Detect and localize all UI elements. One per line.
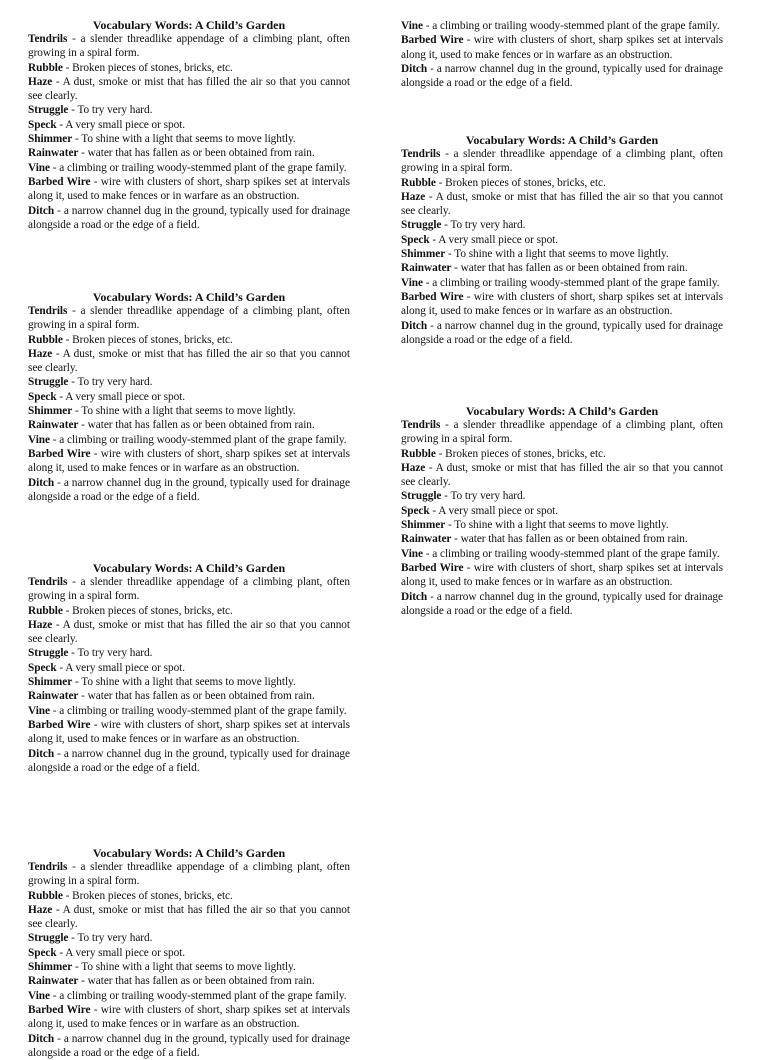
entry-separator: - (445, 248, 455, 261)
entry-separator: - (422, 20, 433, 32)
entry-definition: Broken pieces of stones, bricks, etc. (72, 333, 233, 346)
entry-term: Rainwater (28, 419, 79, 432)
entry-definition: A dust, smoke or mist that has filled the air so that you cannot see clearly. (401, 190, 723, 218)
entry-term: Haze (28, 75, 53, 88)
entry-term: Haze (28, 903, 53, 916)
entry-term: Speck (28, 390, 57, 403)
block-title: Vocabulary Words: A Child’s Garden (92, 561, 286, 575)
entry-definition: To try very hard. (77, 932, 153, 945)
entry-separator: - (451, 262, 461, 275)
entry-separator: - (435, 447, 446, 460)
vocabulary-entry (401, 276, 723, 290)
block-title: Vocabulary Words: A Child’s Garden (92, 18, 286, 32)
block-title: Vocabulary Words: A Child’s Garden (465, 404, 659, 418)
block-title: Vocabulary Words: A Child’s Garden (465, 133, 659, 147)
vocabulary-entry (401, 147, 723, 176)
entry-definition: a slender threadlike appendage of a climbing plant, often growing in a spiral form. (28, 305, 350, 332)
vocabulary-entry (401, 561, 723, 590)
entry-separator: - (68, 104, 78, 117)
entry-definition: a climbing or trailing woody-stemmed plant of the grape family. (432, 276, 720, 289)
entry-definition: a narrow channel dug in the ground, typically used for drainage alongside a road or the edge of a field. (401, 590, 723, 617)
vocabulary-entry (28, 375, 350, 389)
entry-term: Tendrils (401, 148, 441, 160)
entry-definition: wire with clusters of short, sharp spikes set at intervals along it, used to make fences or in warfare as an obstruction. (28, 447, 350, 475)
entry-separator: - (67, 305, 81, 317)
entry-definition: a slender threadlike appendage of a climbing plant, often growing in a spiral form. (401, 148, 723, 175)
entry-term: Shimmer (28, 133, 73, 146)
entry-definition: water that has fallen as or been obtained from rain. (460, 262, 688, 275)
entry-separator: - (78, 419, 88, 432)
vocabulary-entry (28, 689, 350, 703)
vocabulary-entry (401, 532, 723, 546)
vocabulary-entry (28, 575, 350, 604)
entry-term: Ditch (401, 590, 428, 603)
vocabulary-entry (28, 860, 350, 889)
entry-term: Vine (401, 547, 423, 560)
entry-separator: - (440, 148, 454, 160)
entry-separator: - (67, 576, 81, 588)
entry-definition: a slender threadlike appendage of a climbing plant, often growing in a spiral form. (28, 576, 350, 603)
entry-definition: To try very hard. (77, 376, 153, 389)
vocabulary-entry (28, 75, 350, 104)
entry-term: Shimmer (28, 405, 73, 418)
entry-separator: - (90, 1003, 101, 1016)
entry-separator: - (52, 903, 63, 916)
entry-term: Barbed Wire (28, 1003, 91, 1016)
entry-term: Tendrils (401, 419, 441, 431)
entry-separator: - (422, 547, 433, 560)
entry-separator: - (54, 476, 64, 489)
entry-term: Ditch (401, 62, 428, 75)
entry-definition: a slender threadlike appendage of a climbing plant, often growing in a spiral form. (28, 861, 350, 888)
entry-separator: - (78, 147, 88, 160)
vocabulary-entry (28, 946, 350, 960)
entry-definition: water that has fallen as or been obtained from rain. (87, 690, 315, 703)
vocabulary-entry (401, 190, 723, 219)
entry-term: Speck (28, 661, 57, 674)
entry-separator: - (49, 989, 60, 1002)
entry-term: Vine (28, 704, 50, 717)
entry-definition: water that has fallen as or been obtained from rain. (87, 975, 315, 988)
vocabulary-entry (28, 103, 350, 117)
entry-definition: A dust, smoke or mist that has filled the air so that you cannot see clearly. (28, 75, 350, 103)
entry-separator: - (90, 447, 101, 460)
entry-term: Speck (28, 118, 57, 131)
vocabulary-entry (28, 661, 350, 675)
vocabulary-entry (401, 590, 723, 619)
entry-separator: - (52, 347, 63, 360)
entry-term: Struggle (28, 104, 69, 117)
entry-definition: a climbing or trailing woody-stemmed plant of the grape family. (59, 704, 347, 717)
entry-definition: water that has fallen as or been obtained from rain. (460, 533, 688, 546)
entry-term: Barbed Wire (28, 175, 91, 188)
entry-definition: To shine with a light that seems to move lightly. (81, 405, 296, 418)
entry-definition: wire with clusters of short, sharp spikes set at intervals along it, used to make fences or in warfare as an obstruction. (401, 561, 723, 589)
entry-term: Barbed Wire (28, 718, 91, 731)
vocabulary-entry (28, 618, 350, 647)
entry-definition: Broken pieces of stones, bricks, etc. (445, 447, 606, 460)
vocabulary-entry (28, 704, 350, 718)
entry-term: Barbed Wire (401, 290, 464, 303)
entry-separator: - (62, 333, 73, 346)
entry-definition: a narrow channel dug in the ground, typically used for drainage alongside a road or the edge of a field. (28, 476, 350, 503)
entry-separator: - (427, 62, 437, 75)
vocabulary-entry (28, 304, 350, 333)
vocabulary-entry (28, 175, 350, 204)
vocabulary-entry (401, 247, 723, 261)
vocabulary-entry (28, 675, 350, 689)
entry-term: Rubble (28, 61, 63, 74)
vocabulary-entry (28, 146, 350, 160)
entry-definition: wire with clusters of short, sharp spikes set at intervals along it, used to make fences or in warfare as an obstruction. (401, 290, 723, 318)
vocabulary-entry (28, 132, 350, 146)
vocabulary-entry (28, 931, 350, 945)
entry-term: Tendrils (28, 861, 68, 873)
vocabulary-entry (28, 903, 350, 932)
entry-term: Speck (401, 504, 430, 517)
entry-definition: A very small piece or spot. (65, 661, 186, 674)
vocabulary-entry (28, 433, 350, 447)
entry-separator: - (68, 932, 78, 945)
entry-separator: - (425, 461, 436, 474)
vocabulary-entry (401, 547, 723, 561)
vocabulary-entry (28, 447, 350, 476)
entry-term: Speck (28, 946, 57, 959)
block-title: Vocabulary Words: A Child’s Garden (92, 846, 286, 860)
entry-term: Haze (28, 347, 53, 360)
entry-separator: - (56, 946, 66, 959)
entry-definition: A dust, smoke or mist that has filled the air so that you cannot see clearly. (401, 461, 723, 489)
entry-term: Rubble (28, 333, 63, 346)
vocabulary-entry (28, 204, 350, 233)
block-title: Vocabulary Words: A Child’s Garden (92, 290, 286, 304)
entry-separator: - (429, 233, 439, 246)
entry-separator: - (72, 133, 82, 146)
entry-definition: A very small piece or spot. (438, 233, 559, 246)
entry-definition: To shine with a light that seems to move lightly. (454, 519, 669, 532)
entry-definition: water that has fallen as or been obtained from rain. (87, 147, 315, 160)
vocabulary-entry (401, 62, 723, 91)
entry-definition: A very small piece or spot. (65, 390, 186, 403)
vocabulary-entry (28, 1032, 350, 1060)
vocabulary-entry (28, 418, 350, 432)
entry-term: Tendrils (28, 33, 68, 45)
entry-term: Rainwater (28, 975, 79, 988)
vocabulary-entry (28, 1003, 350, 1032)
vocabulary-entry (28, 646, 350, 660)
entry-separator: - (429, 504, 439, 517)
vocabulary-entry (401, 290, 723, 319)
vocabulary-block (401, 19, 723, 90)
entry-term: Ditch (401, 319, 428, 332)
entry-term: Shimmer (401, 248, 446, 261)
entry-definition: A very small piece or spot. (65, 946, 186, 959)
entry-separator: - (72, 961, 82, 974)
vocabulary-block (28, 18, 350, 232)
entry-term: Struggle (28, 376, 69, 389)
vocabulary-entry (28, 718, 350, 747)
entry-term: Shimmer (28, 676, 73, 689)
vocabulary-block (28, 290, 350, 504)
entry-term: Struggle (28, 932, 69, 945)
entry-definition: Broken pieces of stones, bricks, etc. (72, 889, 233, 902)
entry-separator: - (68, 376, 78, 389)
entry-term: Barbed Wire (401, 561, 464, 574)
entry-term: Ditch (28, 1032, 55, 1045)
entry-definition: a narrow channel dug in the ground, typically used for drainage alongside a road or the edge of a field. (28, 204, 350, 231)
entry-term: Shimmer (28, 961, 73, 974)
entry-term: Ditch (28, 476, 55, 489)
entry-definition: wire with clusters of short, sharp spikes set at intervals along it, used to make fences or in warfare as an obstruction. (28, 1003, 350, 1031)
vocabulary-entry (401, 233, 723, 247)
vocabulary-entry (401, 176, 723, 190)
entry-separator: - (62, 61, 73, 74)
entry-separator: - (52, 618, 63, 631)
entry-term: Ditch (28, 747, 55, 760)
entry-term: Barbed Wire (28, 447, 91, 460)
entry-separator: - (422, 276, 433, 289)
entry-definition: a climbing or trailing woody-stemmed plant of the grape family. (432, 20, 720, 32)
vocabulary-entry (28, 476, 350, 505)
entry-definition: Broken pieces of stones, bricks, etc. (72, 604, 233, 617)
entry-definition: A dust, smoke or mist that has filled the air so that you cannot see clearly. (28, 903, 350, 931)
vocabulary-entry (401, 518, 723, 532)
entry-definition: To shine with a light that seems to move lightly. (454, 248, 669, 261)
entry-separator: - (90, 175, 101, 188)
entry-term: Vine (28, 161, 50, 174)
entry-separator: - (54, 204, 64, 217)
vocabulary-block (401, 404, 723, 618)
entry-separator: - (62, 604, 73, 617)
entry-definition: a slender threadlike appendage of a climbing plant, often growing in a spiral form. (401, 419, 723, 446)
entry-separator: - (67, 33, 81, 45)
entry-definition: To try very hard. (450, 219, 526, 232)
entry-definition: a narrow channel dug in the ground, typically used for drainage alongside a road or the edge of a field. (28, 1032, 350, 1059)
vocabulary-entry (401, 261, 723, 275)
vocabulary-entry (401, 489, 723, 503)
entry-definition: a narrow channel dug in the ground, typically used for drainage alongside a road or the edge of a field. (401, 62, 723, 90)
entry-definition: a climbing or trailing woody-stemmed plant of the grape family. (432, 547, 720, 560)
entry-separator: - (62, 889, 73, 902)
vocabulary-entry (28, 747, 350, 776)
vocabulary-entry (28, 404, 350, 418)
entry-definition: A very small piece or spot. (438, 504, 559, 517)
entry-definition: A dust, smoke or mist that has filled the air so that you cannot see clearly. (28, 347, 350, 375)
entry-definition: wire with clusters of short, sharp spikes set at intervals along it, used to make fences or in warfare as an obstruction. (28, 718, 350, 746)
entry-separator: - (441, 219, 451, 232)
entry-term: Barbed Wire (401, 34, 464, 47)
entry-term: Struggle (28, 647, 69, 660)
entry-definition: a climbing or trailing woody-stemmed plant of the grape family. (59, 989, 347, 1002)
entry-definition: wire with clusters of short, sharp spikes set at intervals along it, used to make fences or in warfare as an obstruction. (401, 34, 723, 61)
vocabulary-block (28, 846, 350, 1060)
entry-term: Vine (401, 276, 423, 289)
entry-separator: - (54, 1032, 64, 1045)
entry-term: Rubble (401, 447, 436, 460)
entry-separator: - (72, 405, 82, 418)
vocabulary-block (28, 561, 350, 775)
entry-separator: - (52, 75, 63, 88)
entry-separator: - (427, 319, 437, 332)
entry-separator: - (49, 161, 60, 174)
entry-term: Ditch (28, 204, 55, 217)
entry-term: Vine (401, 20, 423, 32)
entry-definition: a climbing or trailing woody-stemmed plant of the grape family. (59, 433, 347, 446)
vocabulary-entry (28, 32, 350, 61)
vocabulary-entry (401, 33, 723, 62)
entry-definition: To try very hard. (77, 104, 153, 117)
entry-definition: Broken pieces of stones, bricks, etc. (445, 176, 606, 189)
entry-term: Haze (28, 618, 53, 631)
entry-definition: wire with clusters of short, sharp spikes set at intervals along it, used to make fences or in warfare as an obstruction. (28, 175, 350, 203)
vocabulary-entry (28, 61, 350, 75)
entry-separator: - (425, 190, 436, 203)
entry-separator: - (440, 419, 454, 431)
entry-separator: - (463, 290, 474, 303)
entry-definition: Broken pieces of stones, bricks, etc. (72, 61, 233, 74)
entry-separator: - (90, 718, 101, 731)
vocabulary-entry (28, 974, 350, 988)
vocabulary-entry (28, 390, 350, 404)
vocabulary-entry (28, 347, 350, 376)
vocabulary-entry (28, 118, 350, 132)
entry-definition: a slender threadlike appendage of a climbing plant, often growing in a spiral form. (28, 33, 350, 60)
vocabulary-entry (401, 504, 723, 518)
entry-term: Tendrils (28, 576, 68, 588)
entry-definition: A dust, smoke or mist that has filled the air so that you cannot see clearly. (28, 618, 350, 646)
entry-term: Rubble (401, 176, 436, 189)
entry-separator: - (72, 676, 82, 689)
entry-term: Vine (28, 433, 50, 446)
entry-term: Vine (28, 989, 50, 1002)
vocabulary-entry (401, 19, 723, 33)
entry-term: Haze (401, 190, 426, 203)
entry-term: Struggle (401, 490, 442, 503)
entry-separator: - (445, 519, 455, 532)
entry-term: Rubble (28, 889, 63, 902)
vocabulary-entry (401, 218, 723, 232)
entry-separator: - (441, 490, 451, 503)
entry-separator: - (463, 561, 474, 574)
entry-separator: - (49, 704, 60, 717)
entry-separator: - (427, 590, 437, 603)
entry-term: Rainwater (401, 533, 452, 546)
vocabulary-entry (28, 604, 350, 618)
entry-term: Rainwater (401, 262, 452, 275)
vocabulary-block (401, 133, 723, 347)
vocabulary-entry (28, 989, 350, 1003)
vocabulary-entry (28, 889, 350, 903)
entry-definition: To shine with a light that seems to move lightly. (81, 133, 296, 146)
vocabulary-entry (401, 418, 723, 447)
entry-definition: a climbing or trailing woody-stemmed plant of the grape family. (59, 161, 347, 174)
entry-separator: - (54, 747, 64, 760)
entry-term: Struggle (401, 219, 442, 232)
entry-separator: - (56, 390, 66, 403)
entry-definition: To shine with a light that seems to move lightly. (81, 676, 296, 689)
entry-separator: - (435, 176, 446, 189)
entry-separator: - (56, 118, 66, 131)
entry-definition: To try very hard. (77, 647, 153, 660)
entry-separator: - (68, 647, 78, 660)
vocabulary-entry (28, 333, 350, 347)
entry-separator: - (78, 975, 88, 988)
entry-separator: - (49, 433, 60, 446)
vocabulary-entry (401, 447, 723, 461)
vocabulary-entry (28, 960, 350, 974)
entry-definition: a narrow channel dug in the ground, typically used for drainage alongside a road or the edge of a field. (401, 319, 723, 346)
vocabulary-entry (401, 461, 723, 490)
entry-definition: A very small piece or spot. (65, 118, 186, 131)
entry-separator: - (67, 861, 81, 873)
entry-term: Haze (401, 461, 426, 474)
vocabulary-entry (28, 161, 350, 175)
entry-separator: - (78, 690, 88, 703)
entry-definition: water that has fallen as or been obtained from rain. (87, 419, 315, 432)
entry-term: Tendrils (28, 305, 68, 317)
entry-separator: - (56, 661, 66, 674)
entry-separator: - (463, 34, 474, 47)
entry-term: Rainwater (28, 147, 79, 160)
entry-definition: To try very hard. (450, 490, 526, 503)
entry-term: Rainwater (28, 690, 79, 703)
entry-term: Rubble (28, 604, 63, 617)
entry-definition: a narrow channel dug in the ground, typically used for drainage alongside a road or the edge of a field. (28, 747, 350, 774)
entry-term: Shimmer (401, 519, 446, 532)
entry-term: Speck (401, 233, 430, 246)
entry-definition: To shine with a light that seems to move lightly. (81, 961, 296, 974)
entry-separator: - (451, 533, 461, 546)
vocabulary-entry (401, 319, 723, 348)
